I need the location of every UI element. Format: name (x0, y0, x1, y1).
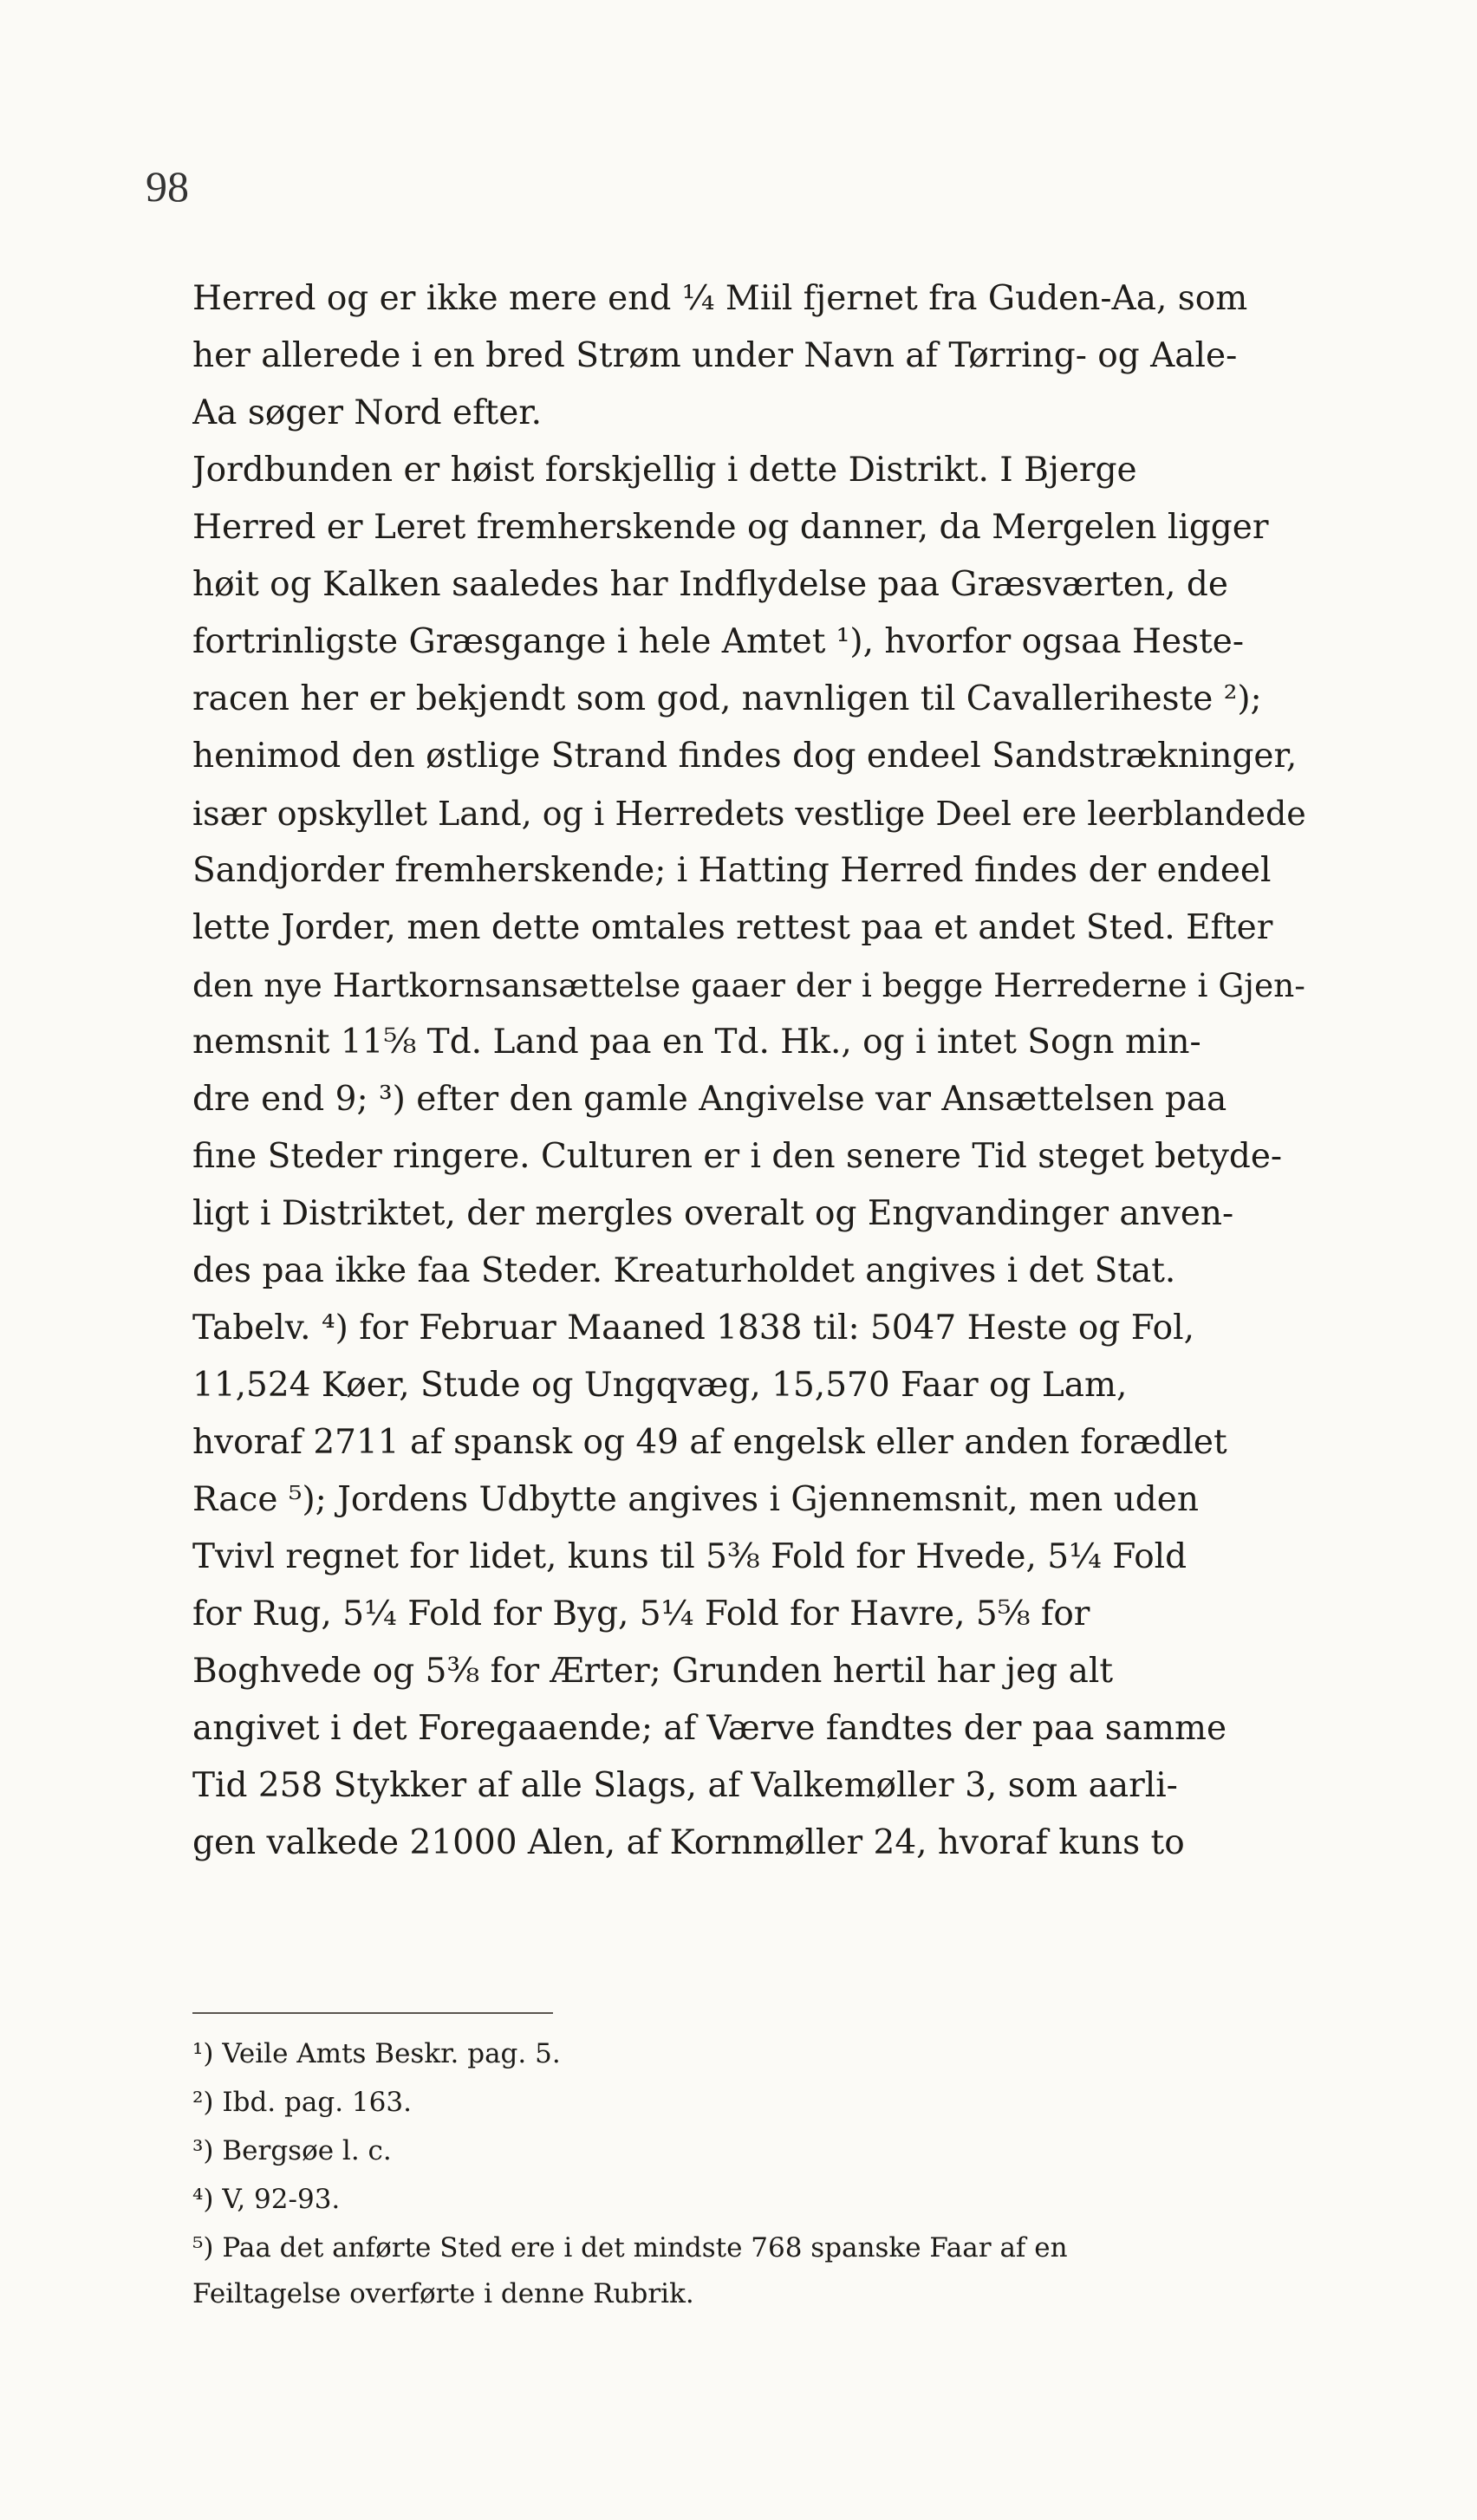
footnote: Feiltagelse overførte i denne Rubrik. (192, 2278, 694, 2309)
text-line: Aa søger Nord efter. (192, 393, 543, 432)
text-line: Tabelv. ⁴) for Februar Maaned 1838 til: 5047 Heste og Fol, (192, 1309, 1195, 1348)
text-line: fortrinligste Græsgange i hele Amtet ¹), hvorfor ogsaa Heste- (192, 622, 1245, 661)
text-line: Tid 258 Stykker af alle Slags, af Valkemøller 3, som aarli- (192, 1766, 1178, 1805)
footnote-divider (192, 2012, 553, 2014)
text-line: lette Jorder, men dette omtales rettest paa et andet Sted. Efter (192, 908, 1273, 947)
footnote: ⁵) Paa det anførte Sted ere i det mindste 768 spanske Faar af en (192, 2232, 1068, 2263)
text-line: ligt i Distriktet, der mergles overalt og Engvandinger anven- (192, 1194, 1234, 1233)
text-line: Race ⁵); Jordens Udbytte angives i Gjennemsnit, men uden (192, 1480, 1199, 1519)
text-line: gen valkede 21000 Alen, af Kornmøller 24, hvoraf kuns to (192, 1823, 1185, 1862)
text-line: Herred og er ikke mere end ¼ Miil fjernet fra Guden-Aa, som (192, 279, 1248, 318)
text-line: Jordbunden er høist forskjellig i dette Distrikt. I Bjerge (192, 451, 1137, 490)
text-line: Boghvede og 5⅜ for Ærter; Grunden hertil har jeg alt (192, 1652, 1113, 1691)
text-line: henimod den østlige Strand findes dog endeel Sandstrækninger, (192, 737, 1298, 776)
text-line: angivet i det Foregaaende; af Værve fandtes der paa samme (192, 1709, 1227, 1748)
text-line: hvoraf 2711 af spansk og 49 af engelsk eller anden forædlet (192, 1423, 1227, 1462)
text-line: den nye Hartkornsansættelse gaaer der i begge Herrederne i Gjen- (192, 966, 1305, 1004)
text-line: Tvivl regnet for lidet, kuns til 5⅜ Fold for Hvede, 5¼ Fold (192, 1537, 1187, 1576)
text-line: racen her er bekjendt som god, navnligen til Cavalleriheste ²); (192, 679, 1262, 718)
footnote: ¹) Veile Amts Beskr. pag. 5. (192, 2038, 561, 2069)
body-text (192, 270, 1311, 1872)
footnote: ²) Ibd. pag. 163. (192, 2087, 412, 2118)
page-number: 98 (146, 162, 189, 211)
text-line: her allerede i en bred Strøm under Navn af Tørring- og Aale- (192, 336, 1238, 375)
text-line: især opskyllet Land, og i Herredets vestlige Deel ere leerblandede (192, 795, 1306, 833)
footnote: ⁴) V, 92-93. (192, 2184, 341, 2215)
text-line: for Rug, 5¼ Fold for Byg, 5¼ Fold for Havre, 5⅝ for (192, 1594, 1090, 1633)
text-line: fine Steder ringere. Culturen er i den senere Tid steget betyde- (192, 1137, 1283, 1176)
text-line: nemsnit 11⅝ Td. Land paa en Td. Hk., og i intet Sogn min- (192, 1023, 1201, 1062)
text-line: Sandjorder fremherskende; i Hatting Herred findes der endeel (192, 851, 1272, 890)
text-line: Herred er Leret fremherskende og danner, da Mergelen ligger (192, 508, 1269, 547)
footnote: ³) Bergsøe l. c. (192, 2135, 392, 2166)
text-line: høit og Kalken saaledes har Indflydelse paa Græsværten, de (192, 565, 1228, 604)
text-line: 11,524 Køer, Stude og Ungqvæg, 15,570 Faar og Lam, (192, 1366, 1128, 1405)
text-line: des paa ikke faa Steder. Kreaturholdet angives i det Stat. (192, 1251, 1176, 1290)
footnotes (192, 2030, 1311, 2315)
text-line: dre end 9; ³) efter den gamle Angivelse var Ansættelsen paa (192, 1080, 1227, 1119)
